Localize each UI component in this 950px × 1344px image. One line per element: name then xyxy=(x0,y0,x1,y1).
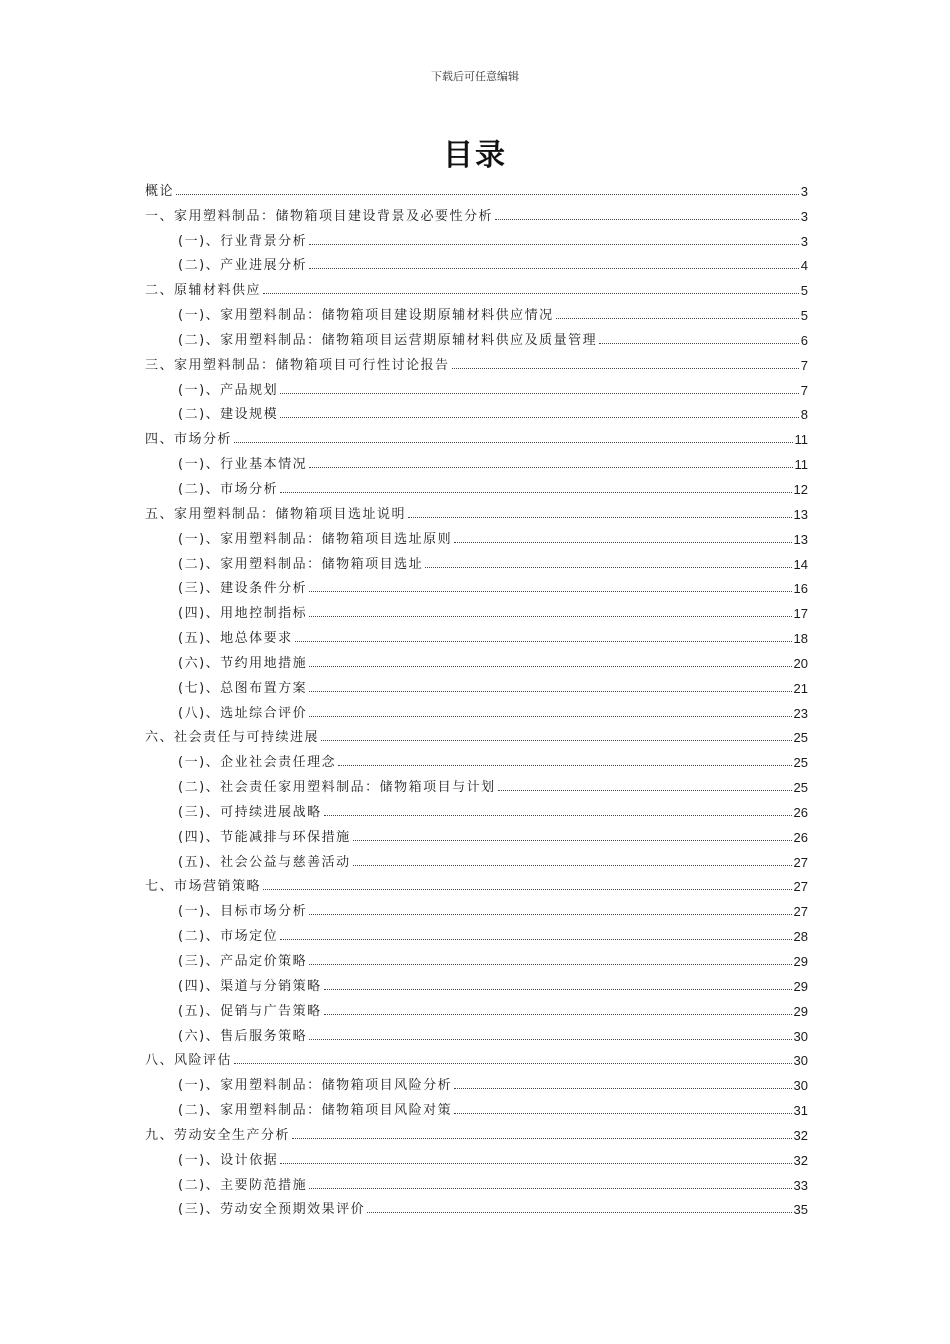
dot-leader xyxy=(280,1163,791,1164)
dot-leader xyxy=(309,1039,791,1040)
toc-entry-page-number: 3 xyxy=(800,208,808,224)
toc-entry[interactable] xyxy=(145,1169,808,1194)
toc-entry-page-number: 27 xyxy=(793,904,808,920)
toc-entry-label: 四、市场分析 xyxy=(145,432,233,448)
dot-leader xyxy=(367,1212,791,1213)
dot-leader xyxy=(324,815,792,816)
toc-entry-label: (一)、企业社会责任理念 xyxy=(178,755,337,771)
toc-entry-page-number: 13 xyxy=(793,531,808,547)
toc-entry-label: (四)、用地控制指标 xyxy=(178,606,308,622)
toc-entry-label: (六)、售后服务策略 xyxy=(178,1028,308,1044)
toc-entry-label: (二)、社会责任家用塑料制品：储物箱项目与计划 xyxy=(178,780,496,796)
toc-entry-label: (三)、可持续进展战略 xyxy=(178,804,322,820)
toc-entry-label: (一)、家用塑料制品：储物箱项目风险分析 xyxy=(178,1078,453,1094)
toc-entry-label: (一)、家用塑料制品：储物箱项目建设期原辅材料供应情况 xyxy=(178,308,554,324)
dot-leader xyxy=(556,318,799,319)
toc-entry[interactable] xyxy=(145,225,808,250)
dot-leader xyxy=(309,716,791,717)
toc-entry[interactable] xyxy=(145,672,808,697)
dot-leader xyxy=(338,765,791,766)
toc-entry-page-number: 32 xyxy=(793,1152,808,1168)
toc-entry[interactable] xyxy=(145,697,808,722)
toc-entry[interactable] xyxy=(145,796,808,821)
toc-entry-page-number: 33 xyxy=(793,1177,808,1193)
dot-leader xyxy=(309,616,791,617)
toc-entry-page-number: 35 xyxy=(793,1202,808,1218)
toc-entry-label: (一)、产品规划 xyxy=(178,382,279,398)
dot-leader xyxy=(309,691,791,692)
dot-leader xyxy=(280,393,799,394)
toc-entry-label: (二)、市场分析 xyxy=(178,481,279,497)
toc-entry[interactable] xyxy=(145,722,808,747)
toc-entry-page-number: 30 xyxy=(793,1078,808,1094)
toc-entry-label: 七、市场营销策略 xyxy=(145,879,262,895)
dot-leader xyxy=(309,591,791,592)
toc-entry[interactable] xyxy=(145,821,808,846)
toc-entry-label: (四)、渠道与分销策略 xyxy=(178,978,322,994)
dot-leader xyxy=(495,219,799,220)
toc-entry[interactable] xyxy=(145,871,808,896)
toc-entry[interactable] xyxy=(145,1069,808,1094)
toc-entry-page-number: 23 xyxy=(793,705,808,721)
toc-entry[interactable] xyxy=(145,423,808,448)
toc-entry-label: (三)、劳动安全预期效果评价 xyxy=(178,1202,366,1218)
toc-entry[interactable] xyxy=(145,995,808,1020)
dot-leader xyxy=(599,343,799,344)
dot-leader xyxy=(309,268,799,269)
toc-entry-label: (三)、建设条件分析 xyxy=(178,581,308,597)
toc-entry[interactable] xyxy=(145,1045,808,1070)
toc-entry-page-number: 3 xyxy=(800,183,808,199)
dot-leader xyxy=(234,1063,792,1064)
toc-entry[interactable] xyxy=(145,573,808,598)
toc-entry-label: 二、原辅材料供应 xyxy=(145,283,262,299)
toc-entry[interactable] xyxy=(145,523,808,548)
dot-leader xyxy=(176,194,799,195)
toc-entry-page-number: 11 xyxy=(794,432,808,448)
dot-leader xyxy=(234,442,792,443)
toc-entry-page-number: 29 xyxy=(793,954,808,969)
toc-entry-label: (二)、家用塑料制品：储物箱项目选址 xyxy=(178,556,424,572)
toc-entry-page-number: 17 xyxy=(793,606,808,622)
toc-entry[interactable] xyxy=(145,622,808,647)
toc-entry-page-number: 25 xyxy=(793,780,808,796)
toc-entry-label: 九、劳动安全生产分析 xyxy=(145,1127,291,1143)
dot-leader xyxy=(280,417,799,418)
toc-entry-page-number: 31 xyxy=(793,1103,808,1119)
toc-entry-label: 八、风险评估 xyxy=(145,1053,233,1069)
toc-entry-label: 五、家用塑料制品：储物箱项目选址说明 xyxy=(145,506,407,522)
toc-entry-page-number: 13 xyxy=(793,506,808,522)
toc-entry-page-number: 26 xyxy=(793,829,808,845)
toc-entry[interactable] xyxy=(145,299,808,324)
toc-entry[interactable] xyxy=(145,448,808,473)
toc-entry-label: (八)、选址综合评价 xyxy=(178,705,308,721)
dot-leader xyxy=(408,517,792,518)
dot-leader xyxy=(452,368,799,369)
toc-title: 目录 xyxy=(443,138,507,173)
toc-entry-page-number: 14 xyxy=(793,556,808,572)
dot-leader xyxy=(292,1138,792,1139)
toc-entry-label: (五)、社会公益与慈善活动 xyxy=(178,854,351,870)
dot-leader xyxy=(353,840,792,841)
dot-leader xyxy=(309,467,792,468)
toc-entry[interactable] xyxy=(145,349,808,374)
toc-entry-page-number: 16 xyxy=(793,581,808,597)
toc-entry[interactable] xyxy=(145,200,808,225)
toc-entry-page-number: 28 xyxy=(793,929,808,945)
toc-entry-label: (五)、地总体要求 xyxy=(178,631,293,647)
toc-entry[interactable] xyxy=(145,771,808,796)
toc-entry-label: (二)、产业进展分析 xyxy=(178,258,308,274)
dot-leader xyxy=(309,666,791,667)
toc-entry[interactable] xyxy=(145,1094,808,1119)
toc-entry[interactable] xyxy=(145,1144,808,1169)
dot-leader xyxy=(454,1088,791,1089)
toc-entry[interactable] xyxy=(145,597,808,622)
toc-entry-page-number: 8 xyxy=(800,407,808,423)
toc-entry-page-number: 4 xyxy=(800,258,808,274)
toc-entry-label: (一)、目标市场分析 xyxy=(178,904,308,920)
toc-entry-page-number: 30 xyxy=(793,1053,808,1069)
toc-entry[interactable] xyxy=(145,920,808,945)
toc-entry-page-number: 20 xyxy=(793,655,808,671)
toc-entry-page-number: 7 xyxy=(800,382,808,398)
toc-entry-label: (一)、行业背景分析 xyxy=(178,233,308,249)
dot-leader xyxy=(280,939,791,940)
toc-entry-label: (二)、家用塑料制品：储物箱项目风险对策 xyxy=(178,1103,453,1119)
dot-leader xyxy=(498,790,792,791)
dot-leader xyxy=(309,244,799,245)
dot-leader xyxy=(295,641,792,642)
toc-entry-page-number: 7 xyxy=(800,357,808,373)
toc-entry-label: 概论 xyxy=(145,183,175,199)
toc-entry-page-number: 29 xyxy=(793,1003,808,1019)
toc-entry[interactable] xyxy=(145,846,808,871)
toc-entry-label: (二)、家用塑料制品：储物箱项目运营期原辅材料供应及质量管理 xyxy=(178,332,598,348)
toc-entry[interactable] xyxy=(145,647,808,672)
toc-entry[interactable] xyxy=(145,1194,808,1219)
dot-leader xyxy=(324,989,792,990)
toc-entry-label: (二)、建设规模 xyxy=(178,407,279,423)
toc-entry[interactable] xyxy=(145,1020,808,1045)
dot-leader xyxy=(309,914,791,915)
toc-entry[interactable] xyxy=(145,374,808,399)
toc-entry[interactable] xyxy=(145,548,808,573)
toc-entry[interactable] xyxy=(145,498,808,523)
toc-entry-page-number: 26 xyxy=(793,804,808,820)
toc-entry-label: (三)、产品定价策略 xyxy=(178,954,308,969)
toc-entry-page-number: 18 xyxy=(793,631,808,647)
toc-entry-label: (二)、市场定位 xyxy=(178,929,279,945)
toc-entry-page-number: 27 xyxy=(793,854,808,870)
toc-entry-page-number: 29 xyxy=(793,978,808,994)
dot-leader xyxy=(454,542,791,543)
toc-entry-label: 六、社会责任与可持续进展 xyxy=(145,730,320,746)
dot-leader xyxy=(263,889,792,890)
toc-entry-label: (四)、节能减排与环保措施 xyxy=(178,829,351,845)
toc-entry[interactable] xyxy=(145,324,808,349)
dot-leader xyxy=(321,740,792,741)
toc-entry[interactable] xyxy=(145,250,808,275)
toc-entry[interactable] xyxy=(145,970,808,995)
toc-entry[interactable] xyxy=(145,746,808,771)
toc-entry-label: (六)、节约用地措施 xyxy=(178,655,308,671)
toc-entry-label: (五)、促销与广告策略 xyxy=(178,1003,322,1019)
toc-entry-page-number: 11 xyxy=(794,457,808,473)
toc-entry-page-number: 25 xyxy=(793,755,808,771)
dot-leader xyxy=(324,1014,792,1015)
toc-entry-page-number: 21 xyxy=(793,680,808,696)
dot-leader xyxy=(309,964,791,965)
table-of-contents xyxy=(145,175,808,1218)
dot-leader xyxy=(425,567,791,568)
toc-entry-page-number: 30 xyxy=(793,1028,808,1044)
dot-leader xyxy=(280,492,791,493)
dot-leader xyxy=(454,1113,791,1114)
header-note: 下载后可任意编辑 xyxy=(431,70,519,83)
toc-entry[interactable] xyxy=(145,274,808,299)
toc-entry-page-number: 27 xyxy=(793,879,808,895)
toc-entry-page-number: 12 xyxy=(793,481,808,497)
toc-entry-label: (一)、设计依据 xyxy=(178,1152,279,1168)
toc-entry[interactable] xyxy=(145,895,808,920)
toc-entry-page-number: 32 xyxy=(793,1127,808,1143)
toc-entry[interactable] xyxy=(145,175,808,200)
toc-entry-page-number: 3 xyxy=(800,233,808,249)
toc-entry-page-number: 5 xyxy=(800,283,808,299)
toc-entry[interactable] xyxy=(145,473,808,498)
toc-entry[interactable] xyxy=(145,1119,808,1144)
dot-leader xyxy=(263,293,799,294)
toc-entry-label: (七)、总图布置方案 xyxy=(178,680,308,696)
toc-entry-label: 三、家用塑料制品：储物箱项目可行性讨论报告 xyxy=(145,357,450,373)
dot-leader xyxy=(309,1188,791,1189)
toc-entry-page-number: 6 xyxy=(800,332,808,348)
dot-leader xyxy=(353,865,792,866)
toc-entry[interactable] xyxy=(145,399,808,424)
toc-entry-page-number: 5 xyxy=(800,308,808,324)
toc-entry-label: (一)、行业基本情况 xyxy=(178,457,308,473)
toc-entry[interactable] xyxy=(145,945,808,970)
toc-entry-page-number: 25 xyxy=(793,730,808,746)
toc-entry-label: (一)、家用塑料制品：储物箱项目选址原则 xyxy=(178,531,453,547)
toc-entry-label: (二)、主要防范措施 xyxy=(178,1177,308,1193)
toc-entry-label: 一、家用塑料制品：储物箱项目建设背景及必要性分析 xyxy=(145,208,494,224)
